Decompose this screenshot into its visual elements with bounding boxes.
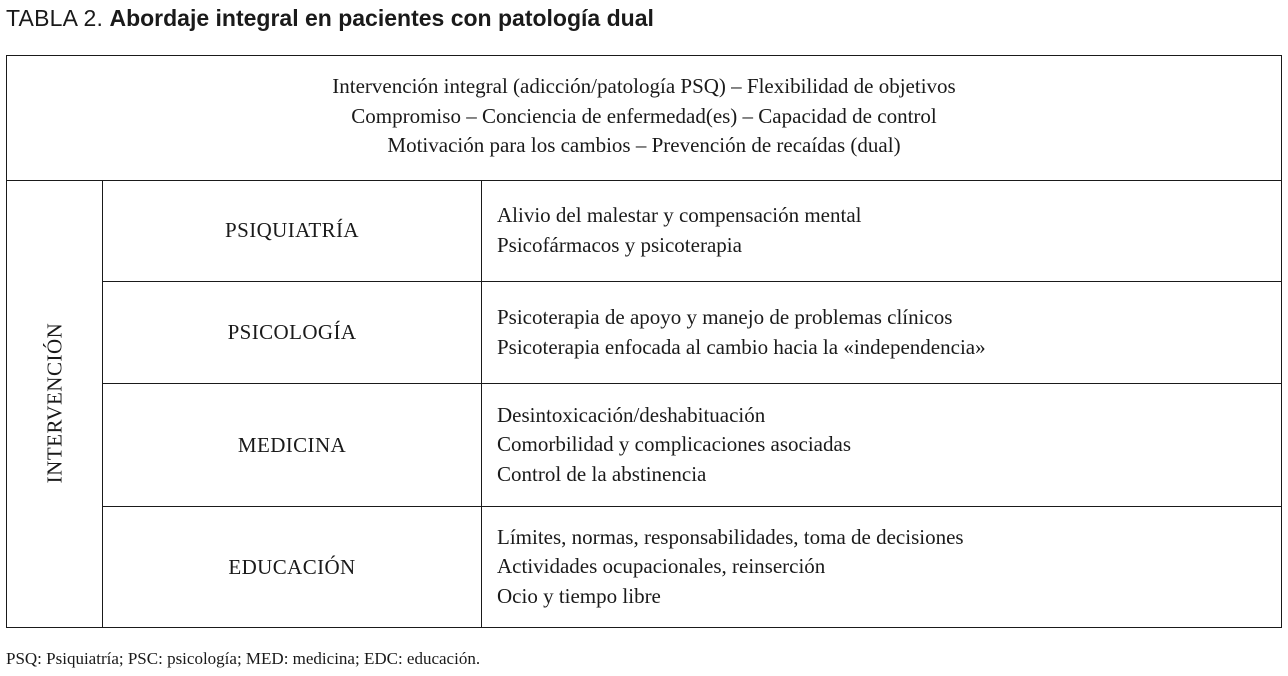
row-description	[482, 507, 1281, 627]
row-description	[482, 180, 1281, 281]
row-description-line: Límites, normas, responsabilidades, toma de decisiones	[497, 524, 964, 549]
row-area-label: PSIQUIATRÍA	[103, 180, 482, 281]
intervention-table	[6, 55, 1282, 628]
table-row-educacion	[103, 507, 1281, 627]
row-description-line: Psicoterapia enfocada al cambio hacia la «independencia»	[497, 334, 986, 359]
row-description-line: Control de la abstinencia	[497, 461, 707, 486]
row-description-line: Actividades ocupacionales, reinserción	[497, 554, 826, 579]
row-description-line: Psicofármacos y psicoterapia	[497, 232, 742, 257]
table-row-psiquiatria	[103, 180, 1281, 282]
table-caption: Abordaje integral en pacientes con patología dual	[109, 5, 654, 31]
row-area-label: PSICOLOGÍA	[103, 282, 482, 383]
header-line: Compromiso – Conciencia de enfermedad(es) – Capacidad de control	[351, 103, 937, 128]
row-description-line: Comorbilidad y complicaciones asociadas	[497, 432, 851, 457]
row-description-line: Desintoxicación/deshabituación	[497, 402, 766, 427]
intervention-label: INTERVENCIÓN	[42, 322, 67, 484]
header-line: Motivación para los cambios – Prevención de recaídas (dual)	[387, 133, 901, 157]
table-title	[6, 4, 654, 32]
table-row-psicologia	[103, 282, 1281, 384]
table-number: TABLA 2.	[6, 5, 104, 31]
row-description-line: Alivio del malestar y compensación mental	[497, 203, 862, 227]
row-area-label: MEDICINA	[103, 384, 482, 506]
table-row-medicina	[103, 384, 1281, 507]
table-header	[7, 56, 1281, 181]
intervention-column	[7, 180, 103, 627]
row-area-label: EDUCACIÓN	[103, 507, 482, 627]
row-description	[482, 384, 1281, 506]
row-description	[482, 282, 1281, 383]
row-description-line: Ocio y tiempo libre	[497, 583, 661, 608]
row-description-line: Psicoterapia de apoyo y manejo de problemas clínicos	[497, 305, 953, 329]
table-footnote: PSQ: Psiquiatría; PSC: psicología; MED: medicina; EDC: educación.	[6, 649, 481, 668]
header-line: Intervención integral (adicción/patología PSQ) – Flexibilidad de objetivos	[332, 74, 956, 98]
